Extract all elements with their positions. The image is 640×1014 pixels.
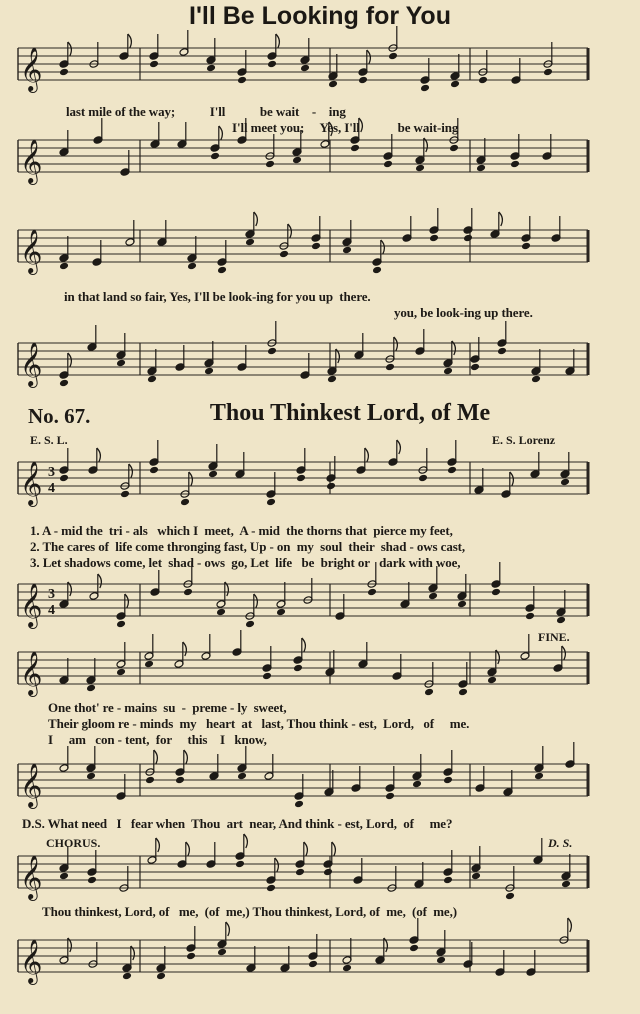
- bass-staff-2: [18, 321, 588, 388]
- svg-text:4: 4: [48, 481, 55, 496]
- bass-staff-4: [18, 742, 588, 809]
- treble-staff-4: [18, 630, 588, 697]
- verse-line-1: 1. A - mid the tri - als which I meet, A - mid the thorns that pierce my feet,: [30, 523, 453, 538]
- treble-staff-5: [18, 834, 588, 901]
- chorus-label: CHORUS.: [46, 836, 101, 850]
- svg-text:4: 4: [48, 603, 55, 618]
- lyric-line: last mile of the way; I'll be wait - ing: [66, 104, 346, 119]
- svg-text:𝄞: 𝄞: [20, 139, 43, 183]
- svg-text:𝄞: 𝄞: [20, 939, 43, 983]
- svg-text:𝄞: 𝄞: [20, 651, 43, 695]
- ds-label: D. S.: [548, 836, 573, 850]
- verse-line-3: 3. Let shadows come, let shad - ows go, Let life be bright or dark with woe,: [30, 555, 461, 570]
- refrain-line-1: One thot' re - mains su - preme - ly sweet,: [48, 700, 287, 715]
- chorus-lyric-line: Thou thinkest, Lord, of me, (of me,) Thou thinkest, Lord, of me, (of me,): [42, 904, 457, 919]
- svg-text:3: 3: [48, 465, 55, 480]
- svg-text:𝄞: 𝄞: [20, 583, 43, 627]
- refrain-line-2: Their gloom re - minds my heart at last, Thou think - est, Lord, of me.: [48, 716, 470, 731]
- svg-text:𝄞: 𝄞: [20, 855, 43, 899]
- svg-text:3: 3: [48, 587, 55, 602]
- svg-text:𝄞: 𝄞: [20, 229, 43, 273]
- refrain-line-3: I am con - tent, for this I know,: [48, 732, 267, 747]
- svg-text:𝄞: 𝄞: [20, 461, 43, 505]
- lyric-line: I'll meet you; Yes, I'll be wait-ing: [232, 120, 459, 135]
- svg-text:𝄞: 𝄞: [20, 342, 43, 386]
- treble-staff-3: [18, 440, 588, 507]
- bass-staff-3: [18, 562, 588, 629]
- lyric-line: in that land so fair, Yes, I'll be look-ing for you up there.: [64, 289, 371, 304]
- fine-label: FINE.: [538, 630, 570, 644]
- svg-text:𝄞: 𝄞: [20, 47, 43, 91]
- hymn-title-2: Thou Thinkest Lord, of Me: [209, 400, 491, 426]
- treble-staff-1: [18, 26, 588, 93]
- staff-system-5: [0, 846, 640, 1014]
- hymn-number: No. 67.: [28, 404, 91, 428]
- treble-staff-2: [18, 208, 588, 275]
- ds-line: D.S. What need I fear when Thou art near, And think - est, Lord, of me?: [22, 816, 453, 831]
- author-credit: E. S. L.: [30, 433, 68, 447]
- lyric-line: you, be look-ing up there.: [394, 305, 533, 320]
- bass-staff-5: [18, 918, 588, 985]
- staff-system-2: [0, 222, 640, 392]
- svg-text:𝄞: 𝄞: [20, 763, 43, 807]
- composer-credit: E. S. Lorenz: [492, 433, 556, 447]
- hymn-title-1: I'll Be Looking for You: [189, 2, 451, 30]
- verse-line-2: 2. The cares of life come thronging fast, Up - on my soul their shad - ows cast,: [30, 539, 466, 554]
